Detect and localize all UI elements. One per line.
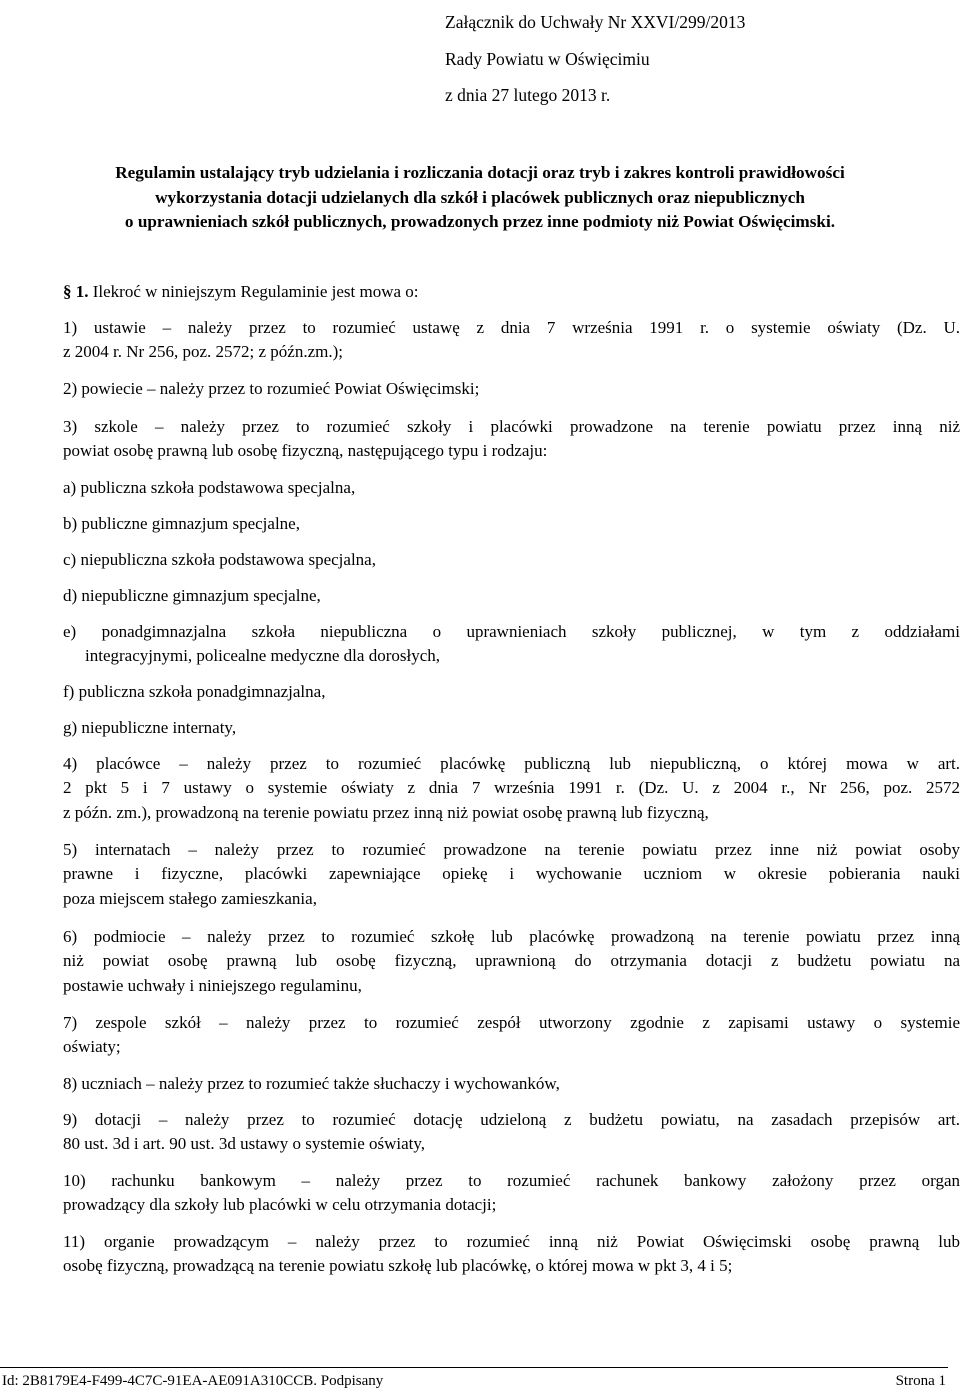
definition-item-2 — [63, 377, 960, 401]
item-line: 9) dotacji – należy przez to rozumieć dotację udzieloną z budżetu powiatu, na zasadach przepisów art. — [63, 1110, 960, 1129]
item-line: prowadzący dla szkoły lub placówki w celu otrzymania dotacji; — [63, 1195, 497, 1215]
footer-divider — [0, 1367, 948, 1368]
item-line: 2 pkt 5 i 7 ustawy o systemie oświaty z dnia 7 września 1991 r. (Dz. U. z 2004 r., Nr 256, poz. 2572 — [63, 778, 960, 798]
definition-item-10 — [63, 1169, 960, 1218]
title-line-1: Regulamin ustalający tryb udzielania i rozliczania dotacji oraz tryb i zakres kontroli prawidłowości — [115, 163, 845, 182]
definition-item-5 — [63, 838, 960, 911]
item-line: integracyjnymi, policealne medyczne dla dorosłych, — [85, 646, 440, 666]
item-line: 5) internatach – należy przez to rozumieć prowadzone na terenie powiatu przez inne niż powiat osoby — [63, 840, 960, 859]
item-line: 1) ustawie – należy przez to rozumieć ustawę z dnia 7 września 1991 r. o systemie oświaty (Dz. U. — [63, 318, 960, 337]
item-line: e) ponadgimnazjalna szkoła niepubliczna o uprawnieniach szkoły publicznej, w tym z oddziałami — [63, 622, 960, 641]
item-line: z późn. zm.), prowadzoną na terenie powiatu przez inną niż powiat osobę prawną lub fizyczną, — [63, 802, 709, 822]
item-line: prawne i fizyczne, placówki zapewniające opiekę i wychowanie uczniom w okresie pobierania nauki — [63, 864, 960, 884]
document-id: Id: 2B8179E4-F499-4C7C-91EA-AE091A310CCB. Podpisany — [2, 1373, 384, 1389]
section-1-intro — [63, 280, 419, 304]
school-type-f — [63, 680, 960, 704]
item-line: niż powiat osobę prawną lub osobę fizyczną, uprawnioną do otrzymania dotacji z budżetu powiatu na — [63, 951, 960, 971]
item-line: 6) podmiocie – należy przez to rozumieć szkołę lub placówkę prowadzoną na terenie powiatu przez inną — [63, 927, 960, 946]
attachment-line-1: Załącznik do Uchwały Nr XXVI/299/2013 — [445, 12, 746, 32]
item-line: 2) powiecie – należy przez to rozumieć Powiat Oświęcimski; — [63, 379, 480, 398]
title-line-2: wykorzystania dotacji udzielanych dla szkół i placówek publicznych oraz niepublicznych — [155, 187, 805, 207]
definition-item-6 — [63, 925, 960, 998]
school-type-a — [63, 476, 960, 500]
item-line: g) niepubliczne internaty, — [63, 718, 237, 737]
item-line: 80 ust. 3d i art. 90 ust. 3d ustawy o systemie oświaty, — [63, 1134, 426, 1154]
item-line: z 2004 r. Nr 256, poz. 2572; z późn.zm.); — [63, 342, 343, 362]
definition-item-9 — [63, 1108, 960, 1157]
document-title — [28, 161, 932, 235]
section-intro-text: Ilekroć w niniejszym Regulaminie jest mowa o: — [92, 282, 419, 301]
attachment-line-3: z dnia 27 lutego 2013 r. — [445, 85, 611, 105]
item-line: d) niepubliczne gimnazjum specjalne, — [63, 586, 321, 605]
item-line: c) niepubliczna szkoła podstawowa specjalna, — [63, 550, 376, 569]
item-line: oświaty; — [63, 1037, 121, 1057]
definition-item-11 — [63, 1230, 960, 1279]
item-line: 10) rachunku bankowym – należy przez to rozumieć rachunek bankowy założony przez organ — [63, 1171, 960, 1190]
item-line: 3) szkole – należy przez to rozumieć szkoły i placówki prowadzone na terenie powiatu przez inną niż — [63, 417, 960, 436]
definition-item-1 — [63, 316, 960, 365]
school-type-e — [63, 620, 960, 669]
school-type-c — [63, 548, 960, 572]
item-line: postawie uchwały i niniejszego regulaminu, — [63, 975, 362, 995]
item-line: 8) uczniach – należy przez to rozumieć także słuchaczy i wychowanków, — [63, 1074, 560, 1093]
attachment-header — [445, 4, 745, 114]
item-line: osobę fizyczną, prowadzącą na terenie powiatu szkołę lub placówkę, o której mowa w pkt 3, 4 i 5; — [63, 1256, 733, 1276]
school-type-d — [63, 584, 960, 608]
item-line: a) publiczna szkoła podstawowa specjalna, — [63, 478, 356, 497]
item-line: 11) organie prowadzącym – należy przez to rozumieć inną niż Powiat Oświęcimski osobę prawną lub — [63, 1232, 960, 1251]
item-line: powiat osobę prawną lub osobę fizyczną, następującego typu i rodzaju: — [63, 441, 548, 461]
item-line: poza miejscem stałego zamieszkania, — [63, 888, 317, 908]
definition-item-4 — [63, 752, 960, 825]
item-line: f) publiczna szkoła ponadgimnazjalna, — [63, 682, 326, 701]
title-line-3: o uprawnieniach szkół publicznych, prowadzonych przez inne podmioty niż Powiat Oświęcimski. — [124, 212, 836, 231]
school-type-g — [63, 716, 960, 740]
section-mark: § 1. — [63, 282, 89, 301]
school-type-b — [63, 512, 960, 536]
item-line: b) publiczne gimnazjum specjalne, — [63, 514, 300, 533]
page-number: Strona 1 — [895, 1373, 946, 1389]
definition-item-8 — [63, 1072, 960, 1096]
definition-item-3 — [63, 415, 960, 464]
definition-item-7 — [63, 1011, 960, 1060]
attachment-line-2: Rady Powiatu w Oświęcimiu — [445, 48, 650, 69]
item-line: 7) zespole szkół – należy przez to rozumieć zespół utworzony zgodnie z zapisami ustawy o systemie — [63, 1013, 960, 1032]
item-line: 4) placówce – należy przez to rozumieć placówkę publiczną lub niepubliczną, o której mowa w art. — [63, 754, 960, 773]
